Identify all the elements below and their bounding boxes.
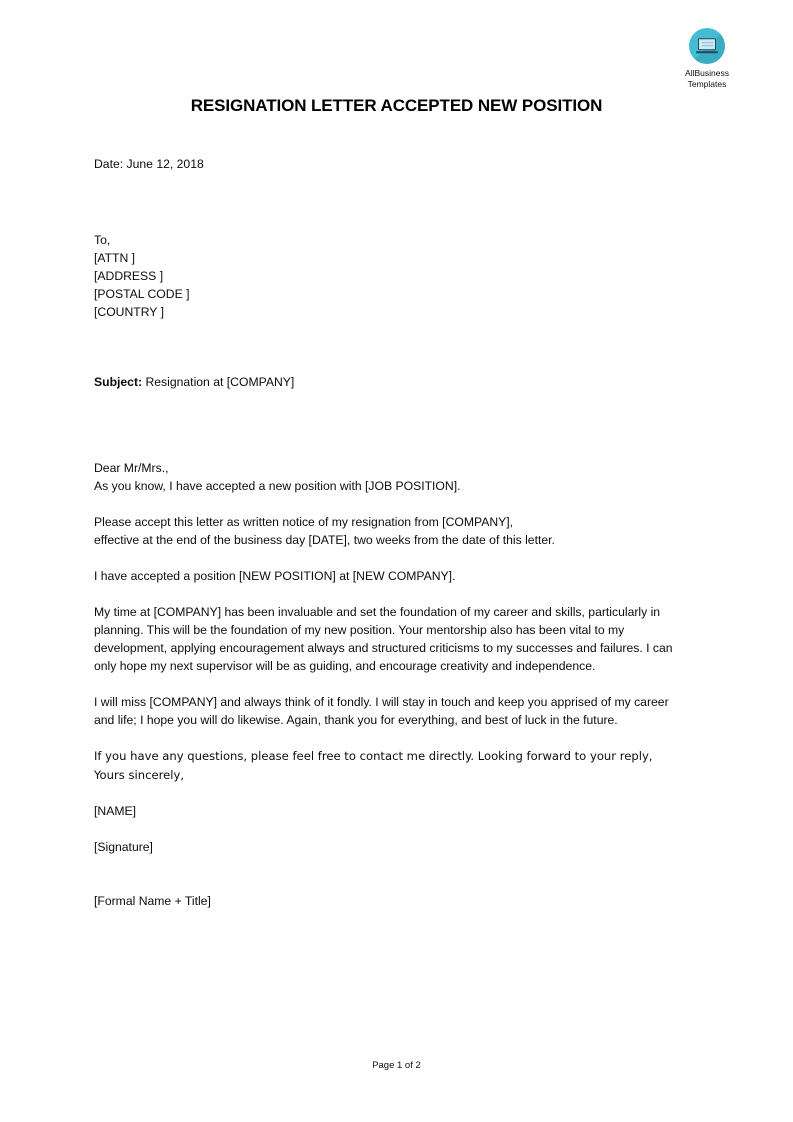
letter-body [94, 155, 684, 910]
recipient-postal-code: [POSTAL CODE ] [94, 287, 190, 301]
spacer-after-date [94, 173, 684, 231]
spacer-after-accepted [94, 585, 684, 603]
formal-name-placeholder: [Formal Name + Title] [94, 894, 211, 908]
spacer-after-subject [94, 391, 684, 459]
laptop-glyph [696, 38, 718, 53]
page-footer: Page 1 of 2 [372, 1060, 421, 1071]
spacer-after-closing [94, 784, 684, 802]
laptop-icon [689, 28, 725, 64]
notice-line-1: Please accept this letter as written notice of my resignation from [COMPANY], [94, 515, 514, 529]
laptop-base [696, 51, 718, 53]
recipient-to: To, [94, 233, 111, 247]
spacer-after-will-miss [94, 729, 684, 747]
recipient-country: [COUNTRY ] [94, 305, 164, 319]
notice-line-2: effective at the end of the business day [DATE], two weeks from the date of this letter. [94, 533, 555, 547]
page-title: RESIGNATION LETTER ACCEPTED NEW POSITION [190, 96, 603, 115]
spacer-after-recipient [94, 321, 684, 373]
greeting-line: Dear Mr/Mrs., [94, 461, 169, 475]
recipient-block [94, 231, 684, 321]
accepted-position-line: I have accepted a position [NEW POSITION] at [NEW COMPANY]. [94, 569, 456, 583]
subject-value: Resignation at [COMPANY] [145, 375, 295, 389]
closing-line: Yours sincerely, [94, 767, 185, 782]
paragraph-my-time: My time at [COMPANY] has been invaluable and set the foundation of my career and skills, particularly in planning. This will be the foundation of my new position. Your mentorship also has been vital to my development, applying encouragement always and structured criticisms to my successes and failures. I can only hope my next supervisor will be as guiding, and encourage creativity and independence. [94, 605, 673, 673]
subject-label: Subject: [94, 375, 143, 389]
signature-placeholder: [Signature] [94, 840, 153, 854]
recipient-attn: [ATTN ] [94, 251, 136, 265]
logo-text-line1: AllBusiness [685, 68, 729, 78]
spacer-after-signature [94, 856, 684, 892]
intro-line: As you know, I have accepted a new position with [JOB POSITION]. [94, 479, 461, 493]
paragraph-will-miss: I will miss [COMPANY] and always think of it fondly. I will stay in touch and keep you apprised of my career and life; I hope you will do likewise. Again, thank you for everything, and best of luck in the future. [94, 695, 669, 727]
allbusiness-templates-logo [661, 28, 753, 89]
spacer-after-my-time [94, 675, 684, 693]
spacer-after-name [94, 820, 684, 838]
spacer-after-notice [94, 549, 684, 567]
spacer-after-intro [94, 495, 684, 513]
subject-line [94, 373, 684, 391]
laptop-screen [698, 38, 716, 50]
date-line: Date: June 12, 2018 [94, 157, 204, 171]
paragraph-questions: If you have any questions, please feel free to contact me directly. Looking forward to your reply, [94, 749, 653, 763]
logo-text-line2: Templates [687, 78, 727, 89]
recipient-address: [ADDRESS ] [94, 269, 164, 283]
name-placeholder: [NAME] [94, 804, 136, 818]
